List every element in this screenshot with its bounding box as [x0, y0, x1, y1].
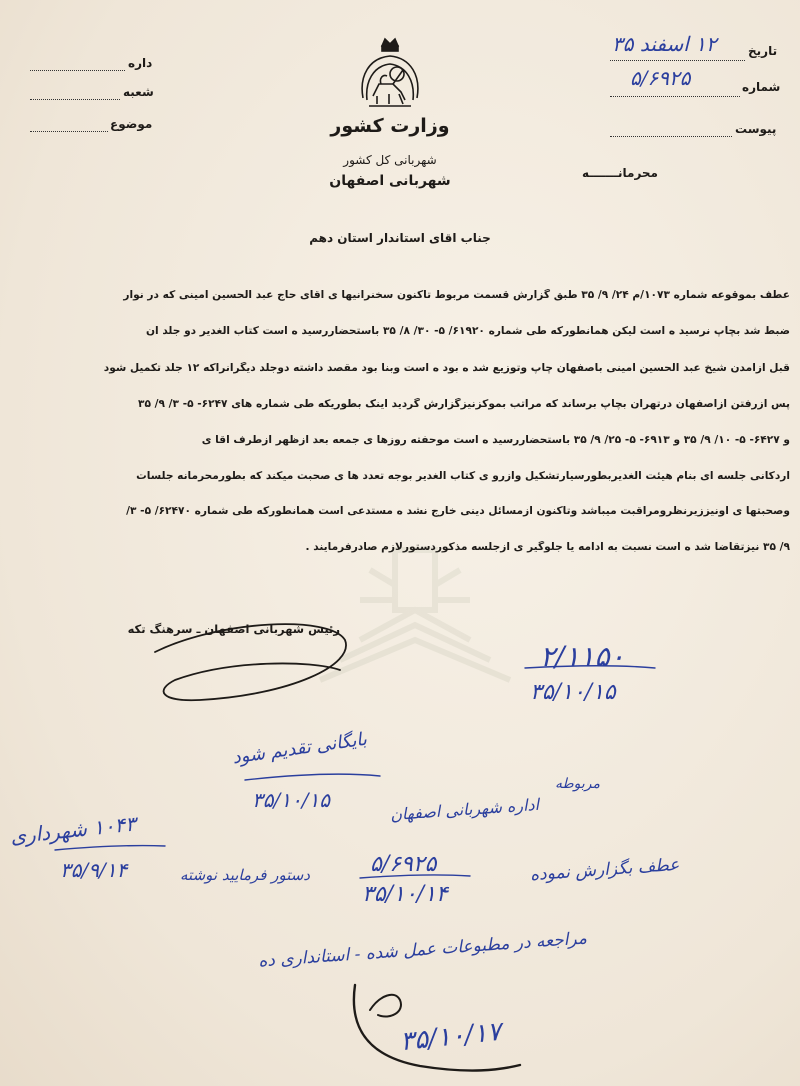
mid-number: ۵/۶۹۲۵: [370, 852, 437, 877]
header-attachment-label: پیوست: [735, 122, 777, 136]
header-date-label: داره: [128, 56, 153, 70]
note-file-date: ۳۵/۱۰/۱۵: [252, 788, 330, 812]
referral-note: مراجعه در مطبوعات عمل شده - استانداری ده: [257, 928, 588, 972]
final-date: ۳۵/۱۰/۱۷: [398, 1016, 503, 1058]
letter-line: ضبط شد بچاپ نرسید ه است لیکن همانطورکه طی شماره ۶۱۹۲۰/ ۵- ۳۰/ ۸/ ۳۵ باستحضاررسید ه است کتاب الغدیر دو جلد ان: [145, 325, 790, 337]
department-line-1: شهربانی کل کشور: [343, 153, 437, 167]
left-number-underline: [55, 846, 165, 850]
letter-line: و ۶۴۲۷- ۵- ۱۰/ ۹/ ۳۵ و ۶۹۱۳- ۵- ۲۵/ ۹/ ۳۵ باستحضاررسید ه است موحفته روزها ی جمعه بعد ازظهر ازطرف اقا ی: [201, 434, 790, 446]
header-attachment-dots: [610, 136, 732, 137]
department-line-2: شهربانی اصفهان: [329, 173, 451, 189]
office-note: مربوطه: [555, 776, 601, 792]
signature-title: رئیس شهربانی اصفهان ـ سرهنگ تکه: [127, 622, 340, 636]
header-subject-dots: [30, 131, 108, 132]
header-date-left-dots: [610, 60, 745, 61]
letter-line: قبل ازامدن شیخ عبد الحسین امینی باصفهان چاپ وتوزیع شد ه بود ه است وبنا بود مقصد داشته دوجلد دیگرانراکه ۱۲ جلد تکمیل شود: [103, 362, 790, 374]
note-file: بایگانی تقدیم شود: [231, 728, 369, 769]
letter-line: وصحبتها ی اونیززیرنظرومراقبت میباشد وتاکنون ازمسائل دینی خارج نشد ه مستدعی است همانطورکه طی شماره ۶۲۴۷۰/ ۵- ۳/: [126, 505, 790, 517]
note-file-underline: [245, 774, 380, 780]
header-subject-label: موضوع: [110, 117, 153, 131]
left-margin-date: ۳۵/۹/۱۴: [60, 858, 128, 882]
final-signature-loop: [370, 995, 401, 1017]
header-number-value: ۵/۶۹۲۵: [630, 66, 691, 90]
letter-line: پس ازرفتن ازاصفهان درتهران بچاپ برساند که مراتب بموکزنیزگزارش گردید اینک بطوریکه طی شماره های ۶۲۴۷- ۵- ۳/ ۹/ ۳۵: [138, 398, 790, 410]
letter-line: ۹/ ۳۵ نیزتقاضا شد ه است نسبت به ادامه یا جلوگیر ی ازجلسه مذکوردستورلازم صادرفرمایند .: [305, 541, 790, 553]
left-margin-number: ۱۰۴۳ شهرداری: [9, 811, 138, 849]
header-number-dots: [610, 96, 740, 97]
header-date-left-label: تاریخ: [748, 44, 778, 58]
mid-date: ۳۵/۱۰/۱۴: [362, 882, 448, 907]
ministry-title: وزارت کشور: [330, 115, 450, 137]
office-label: اداره شهربانی اصفهان: [389, 794, 540, 825]
header-number-label: شماره: [742, 80, 781, 94]
header-branch-dots: [30, 99, 120, 100]
right-margin-note: عطف بگزارش نموده: [529, 854, 681, 886]
letter-line: عطف بموقوعه شماره ۱۰۷۳/م ۲۴/ ۹/ ۳۵ طبق گزارش قسمت مربوط تاکنون سخنرانیها ی اقای حاج عبد الحسین امینی که در نوار: [123, 289, 790, 301]
letter-salutation: جناب اقای استاندار استان دهم: [309, 231, 491, 245]
header-date-dots: [30, 70, 125, 71]
watermark-emblem-icon: [300, 540, 530, 690]
classification-label: محرمانـــــــه: [582, 166, 658, 180]
stamp-number: ۲/۱۱۵۰: [540, 640, 625, 673]
lion-and-sun-emblem-icon: [355, 36, 425, 116]
header-branch-label: شعبه: [123, 85, 154, 99]
header-date-value: ۱۲ اسفند ۳۵: [612, 32, 717, 56]
mid-label: دستور فرمایید نوشته: [180, 866, 310, 884]
letter-line: اردکانی جلسه ای بنام هیئت الغدیربطورسیارتشکیل وازرو ی کتاب الغدیر بوجه تعدد ها ی صحبت میکند که بطورمحرمانه جلسات: [136, 470, 790, 482]
stamp-date: ۳۵/۱۰/۱۵: [530, 680, 616, 705]
